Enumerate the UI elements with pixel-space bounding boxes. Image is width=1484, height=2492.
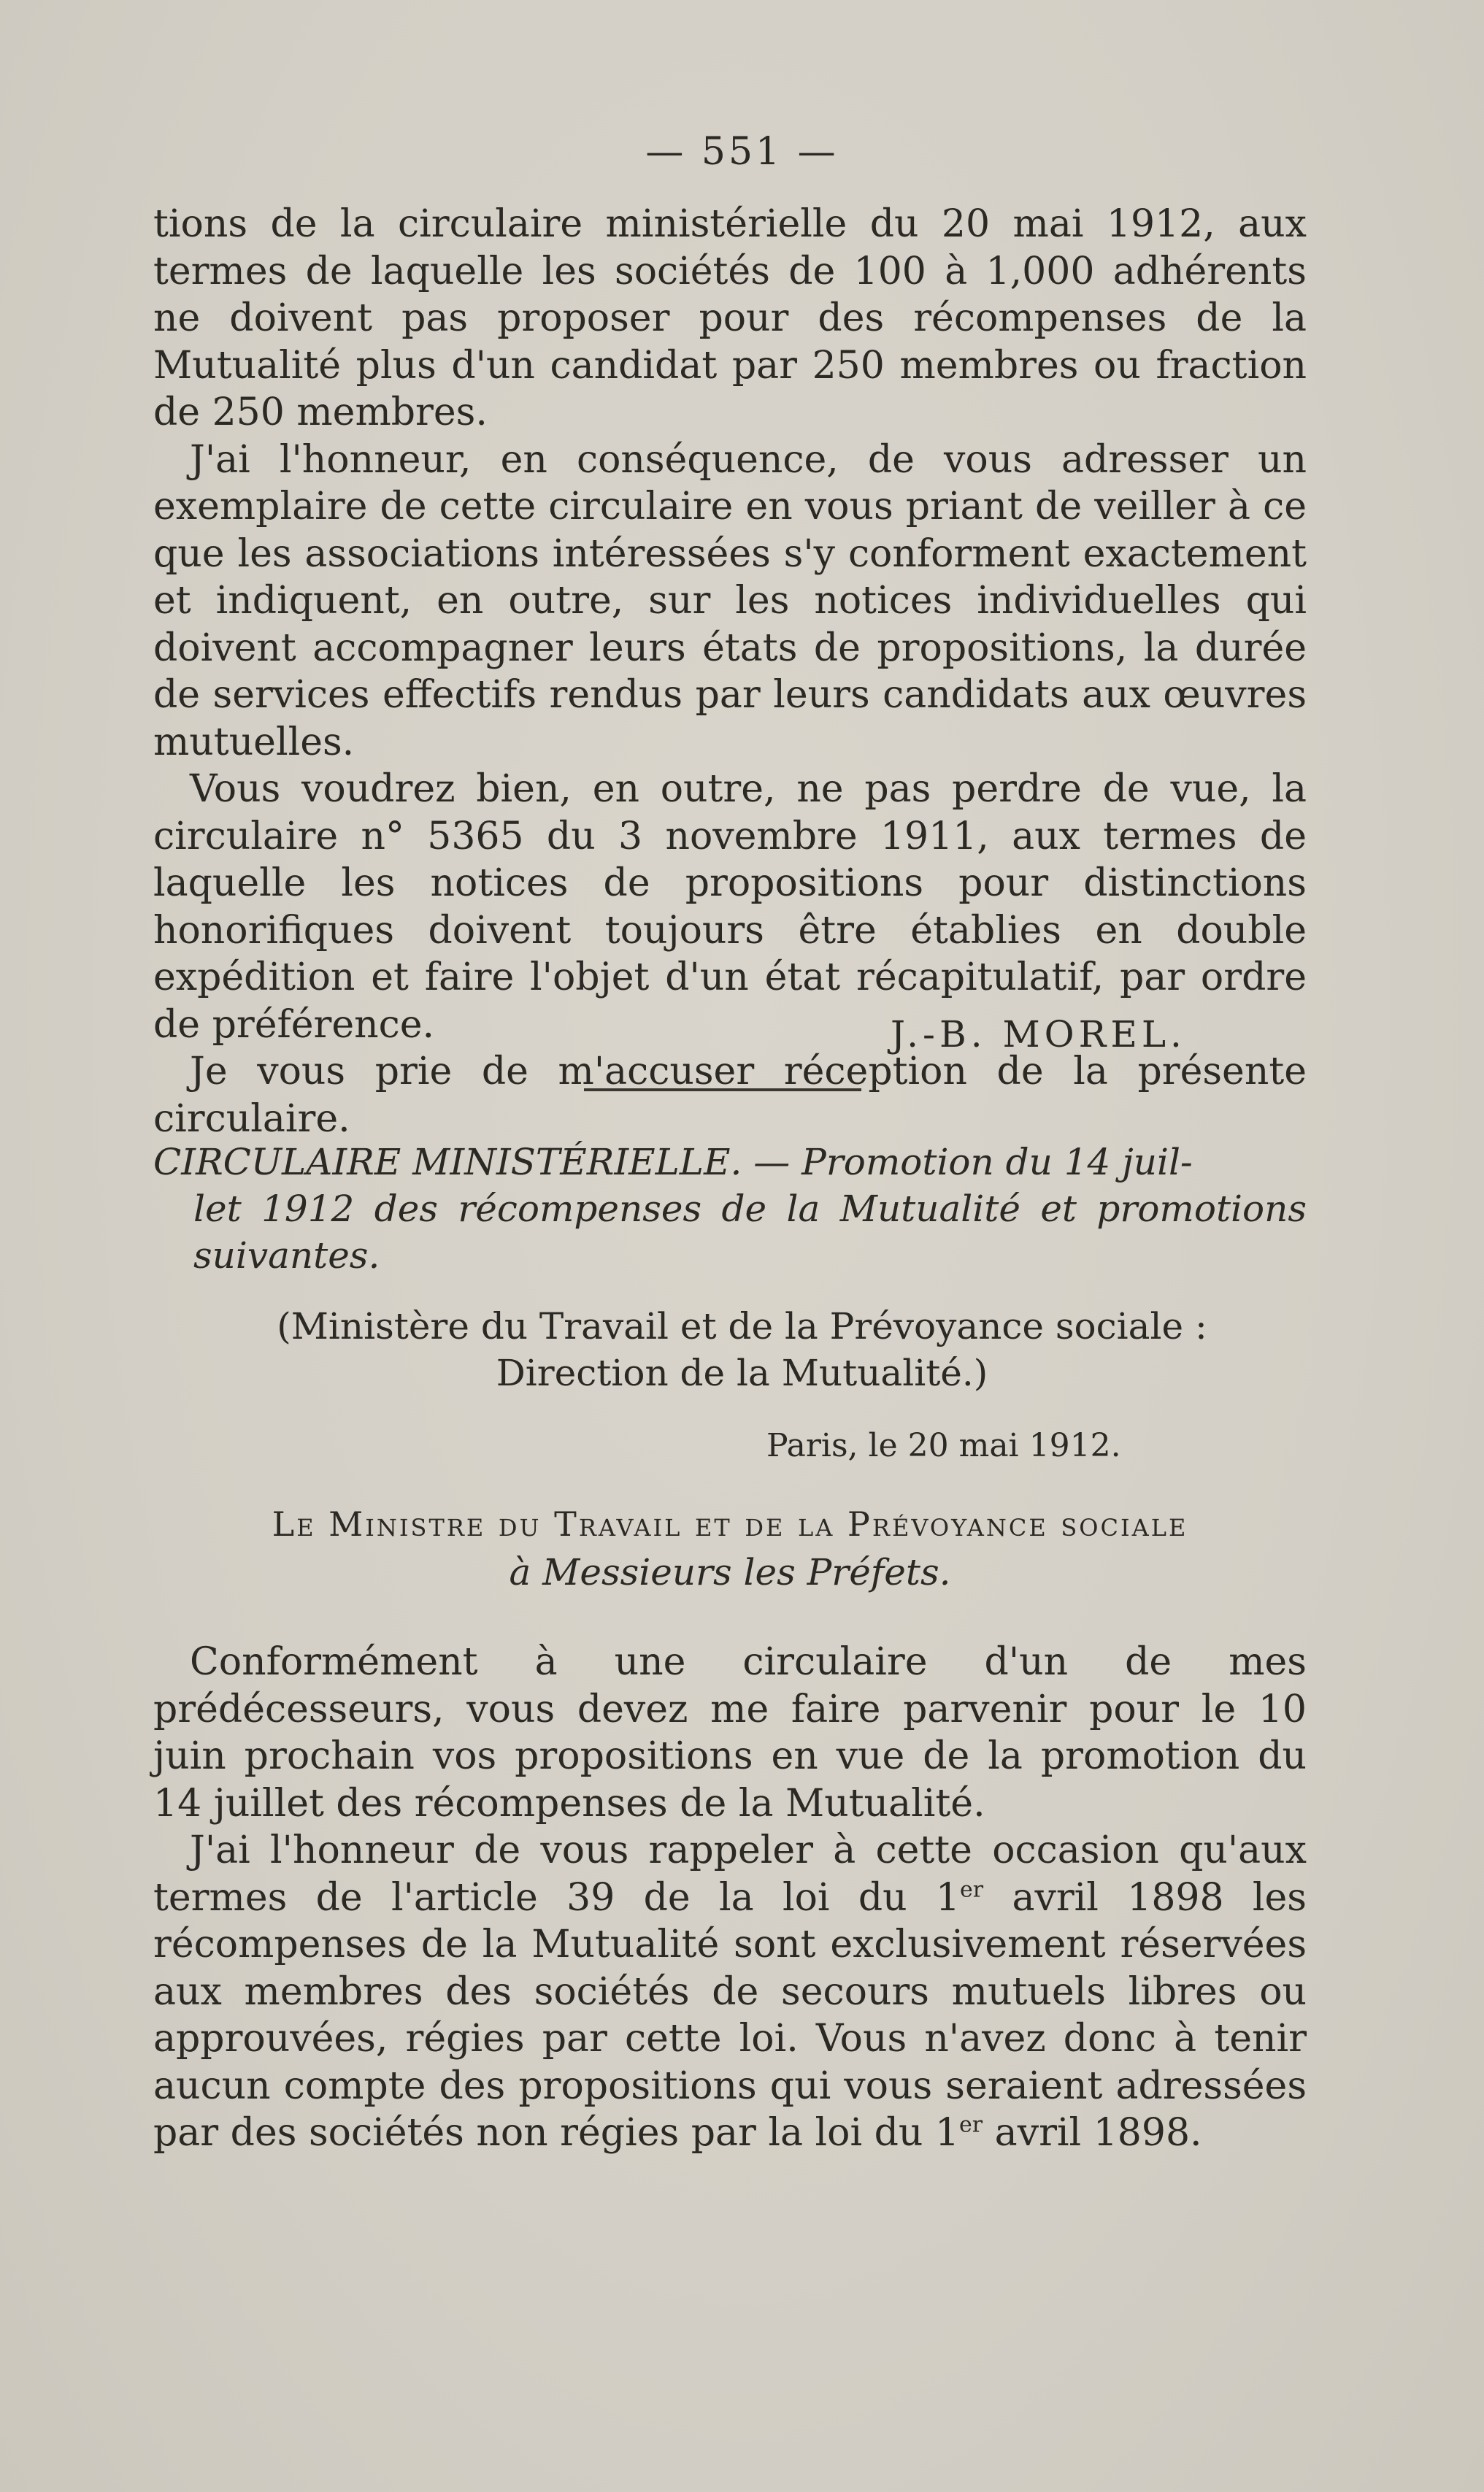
ordinal-superscript: er <box>959 2112 983 2138</box>
paragraph-6-part-b: avril 1898 les récompenses de la Mutualité sont exclusivement réservées aux membres des sociétés de secours mutuels libres ou approuvées, régies par cette loi. Vous n'avez donc à tenir aucun compte des propositions qui vous seraient adressées par des sociétés non régies par la loi du 1 <box>153 1875 1307 2155</box>
section-divider <box>584 1088 861 1091</box>
ministry-note <box>0 1303 1484 1396</box>
paragraph-5: Conformément à une circulaire d'un de mes prédécesseurs, vous devez me faire parvenir pour le 10 juin prochain vos propositions en vue de la promotion du 14 juillet des récompenses de la Mutualité. <box>153 1640 1307 1826</box>
heading-main: CIRCULAIRE MINISTÉRIELLE. — Promotion du 14 juil- <box>153 1141 1193 1183</box>
paragraph-6-part-a: J'ai l'honneur de vous rappeler à cette occasion qu'aux termes de l'article 39 de la loi du 1 <box>153 1828 1307 1920</box>
dateline: Paris, le 20 mai 1912. <box>766 1427 1121 1464</box>
paragraph-3: Vous voudrez bien, en outre, ne pas perdre de vue, la circulaire n° 5365 du 3 novembre 1911, aux termes de laquelle les notices de propositions pour distinctions honorifiques doivent toujours être établies en double expédition et faire l'objet d'un état récapitulatif, par ordre de préférence. <box>153 767 1307 1047</box>
page-number: — 551 — <box>645 130 839 174</box>
paragraph-6-part-c: avril 1898. <box>983 2111 1202 2155</box>
section-continuation <box>153 201 1307 1142</box>
address-block <box>153 1500 1307 1596</box>
paragraph-1: tions de la circulaire ministérielle du 20 mai 1912, aux termes de laquelle les sociétés de 100 à 1,000 adhérents ne doivent pas proposer pour des récompenses de la Mutualité plus d'un candidat par 250 membres ou fraction de 250 membres. <box>153 202 1307 434</box>
section-body <box>153 1639 1307 2157</box>
address-to: à Messieurs les Préfets. <box>509 1551 951 1593</box>
ordinal-superscript: er <box>960 1877 984 1903</box>
ministry-line-2: Direction de la Mutualité.) <box>496 1352 988 1394</box>
ministry-line-1: (Ministère du Travail et de la Prévoyance sociale : <box>277 1305 1207 1347</box>
paragraph-6 <box>153 1827 1307 2157</box>
paragraph-4: Je vous prie de m'accuser réception de la présente circulaire. <box>153 1050 1307 1141</box>
address-from: Le Ministre du Travail et de la Prévoyance sociale <box>272 1504 1188 1544</box>
signature: J.-B. MOREL. <box>891 1013 1186 1055</box>
circular-heading <box>153 1139 1307 1279</box>
heading-continuation: let 1912 des récompenses de la Mutualité et promotions suivantes. <box>193 1188 1307 1277</box>
paragraph-2: J'ai l'honneur, en conséquence, de vous adresser un exemplaire de cette circulaire en vous priant de veiller à ce que les associations intéressées s'y conforment exactement et indiquent, en outre, sur les notices individuelles qui doivent accompagner leurs états de propositions, la durée de services effectifs rendus par leurs candidats aux œuvres mutuelles. <box>153 437 1307 764</box>
